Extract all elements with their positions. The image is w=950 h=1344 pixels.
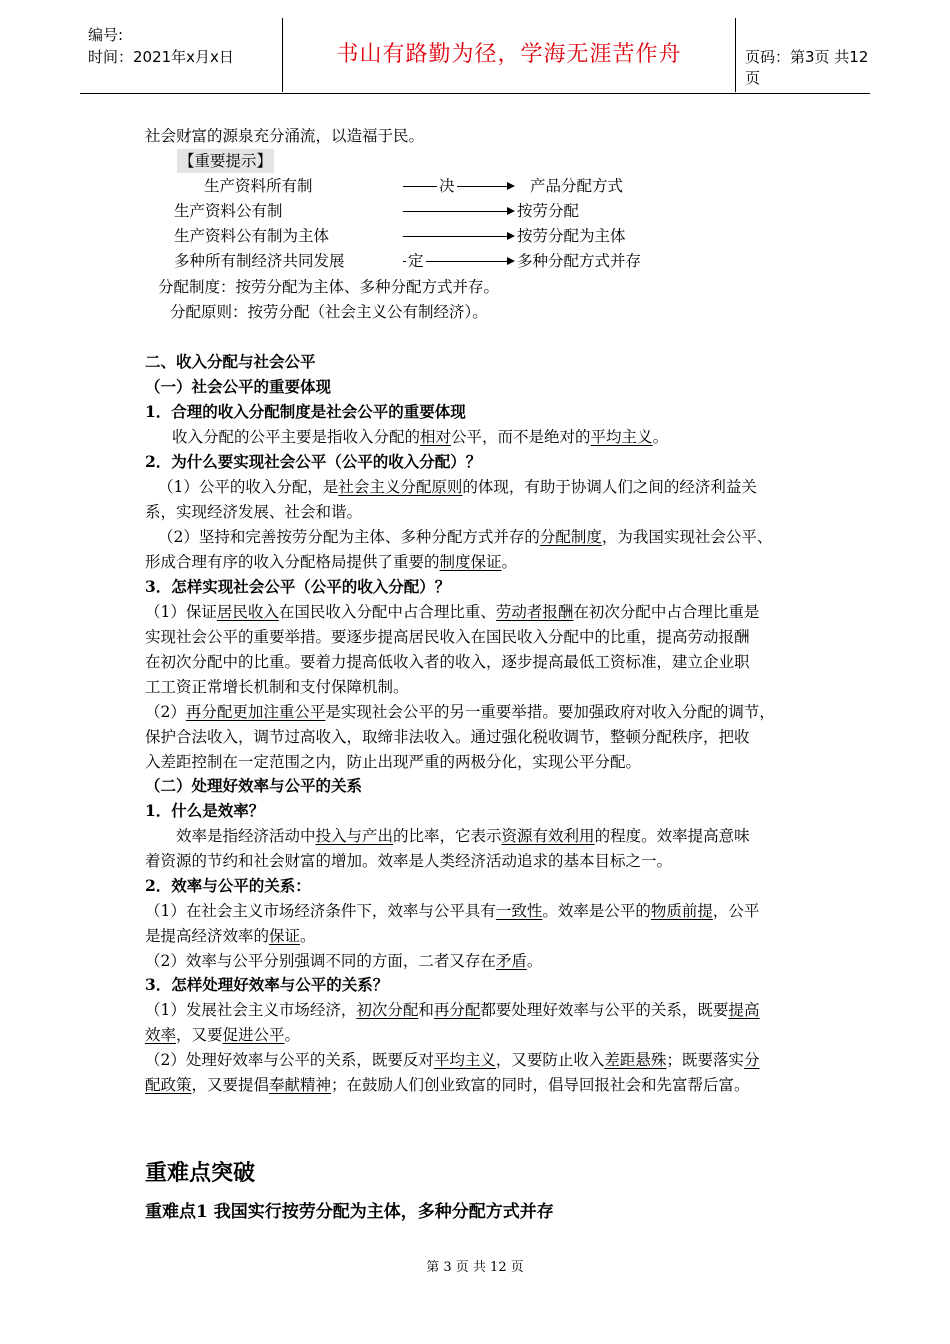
text-run: （1）发展社会主义市场经济， (145, 1001, 357, 1019)
underlined-keyword: 再分配更加注重公平 (185, 703, 326, 721)
paragraph-line (176, 824, 750, 848)
underlined-keyword: 平均主义 (433, 1051, 496, 1069)
text-run: 的体现，有助于协调人们之间的经济利益关 (462, 478, 757, 496)
paragraph-line (158, 475, 757, 499)
text-run: 收入分配的公平主要是指收入分配的 (172, 428, 421, 446)
subsection-title: （一）社会公平的重要体现 (145, 377, 332, 396)
text-run: （2）坚持和完善按劳分配为主体、多种分配方式并存的 (158, 528, 540, 546)
tip-row-left: 多种所有制经济共同发展 (174, 252, 345, 270)
header-time: 时间：2021年x月x日 (88, 48, 234, 66)
underlined-keyword: 平均主义 (590, 428, 653, 446)
underlined-keyword: 分配制度 (539, 528, 602, 546)
text-run: ；既要落实 (666, 1051, 744, 1069)
tip-row-mid: 定 (406, 249, 426, 273)
tip-row-left: 生产资料所有制 (204, 177, 313, 195)
text-run: ，又要 (176, 1026, 223, 1044)
text-run: 。 (300, 927, 316, 945)
header-page-info: 页码：第3页 共12页 (745, 48, 869, 87)
text-run: （1）公平的收入分配，是 (158, 478, 339, 496)
paragraph-line (145, 700, 775, 724)
paragraph-line (145, 949, 542, 973)
underlined-keyword: 初次分配 (356, 1001, 419, 1019)
tip-row-right: 产品分配方式 (530, 177, 624, 195)
text-run: 在初次分配中占合理比重是 (573, 603, 760, 621)
paragraph-line (145, 924, 316, 948)
paragraph-line (145, 998, 759, 1022)
underlined-keyword: 制度保证 (439, 553, 502, 571)
underlined-keyword: 保证 (269, 927, 301, 945)
question-heading: 3．怎样实现社会公平（公平的收入分配）？ (145, 577, 451, 596)
text-run: （2）效率与公平分别强调不同的方面，二者又存在 (145, 952, 496, 970)
paragraph-line: 在初次分配中的比重。要着力提高低收入者的收入，逐步提高最低工资标准，建立企业职 (145, 653, 750, 671)
paragraph-line: 着资源的节约和社会财富的增加。效率是人类经济活动追求的基本目标之一。 (145, 852, 673, 870)
arrow-icon (403, 211, 513, 212)
question-heading: 1．合理的收入分配制度是社会公平的重要体现 (145, 402, 466, 421)
question-heading: 1．什么是效率？ (145, 801, 265, 820)
underlined-keyword: 投入与产出 (315, 827, 394, 845)
tip-row-left: 生产资料公有制 (174, 202, 283, 220)
text-run: 的程度。效率提高意味 (594, 827, 750, 845)
text-run: ，公平 (712, 902, 760, 920)
paragraph-line (145, 1048, 759, 1072)
text-run: ；在鼓励人们创业致富的同时，倡导回报社会和先富帮后富。 (331, 1076, 750, 1094)
text-run: ，又要防止收入 (495, 1051, 605, 1069)
header-number-label: 编号: (88, 26, 124, 44)
underlined-keyword: 相对 (420, 428, 452, 446)
text-run: 的比率，它表示 (393, 827, 502, 845)
tip-row-mid: 决 (437, 174, 457, 198)
underlined-keyword: 提高 (728, 1001, 760, 1019)
text-run: 都要处理好效率与公平的关系，既要 (480, 1001, 729, 1019)
paragraph-line (145, 1073, 750, 1097)
underlined-keyword: 一致性 (495, 902, 543, 920)
tip-row-right: 多种分配方式并存 (517, 252, 642, 270)
tip-row-left: 生产资料公有制为主体 (174, 227, 330, 245)
text-run: 公平，而不是绝对的 (451, 428, 591, 446)
question-heading: 2．效率与公平的关系： (145, 876, 311, 895)
tip-system: 分配制度：按劳分配为主体、多种分配方式并存。 (158, 278, 500, 296)
text-run: 。 (652, 428, 669, 446)
intro-line: 社会财富的源泉充分涌流，以造福于民。 (145, 127, 425, 145)
header-motto: 书山有路勤为径，学海无涯苦作舟 (282, 18, 736, 92)
question-heading: 2．为什么要实现社会公平（公平的收入分配）？ (145, 452, 482, 471)
underlined-keyword: 促进公平 (222, 1026, 285, 1044)
paragraph-line: 入差距控制在一定范围之内，防止出现严重的两极分化，实现公平分配。 (145, 753, 642, 771)
text-run: （1）保证 (145, 603, 217, 621)
section-title: 二、收入分配与社会公平 (145, 352, 316, 371)
tip-title: 【重要提示】 (177, 149, 274, 173)
text-run: （2） (145, 703, 186, 721)
text-run: 和 (418, 1001, 434, 1019)
text-run: 效率是指经济活动中 (176, 827, 316, 845)
paragraph-line: 系，实现经济发展、社会和谐。 (145, 503, 363, 521)
paragraph-line (145, 1023, 300, 1047)
underlined-keyword: 社会主义分配原则 (338, 478, 463, 496)
tip-row-right: 按劳分配 (517, 202, 580, 220)
tip-principle: 分配原则：按劳分配（社会主义公有制经济）。 (170, 303, 488, 321)
page-footer: 第 3 页 共 12 页 (426, 1260, 524, 1275)
paragraph-line: 实现社会公平的重要举措。要逐步提高居民收入在国民收入分配中的比重，提高劳动报酬 (145, 628, 750, 646)
underlined-keyword: 配政策 (145, 1076, 192, 1094)
subsection-title: （二）处理好效率与公平的关系 (145, 776, 363, 795)
arrow-icon (403, 186, 513, 187)
text-run: 在国民收入分配中占合理比重、 (278, 603, 496, 621)
underlined-keyword: 分 (743, 1051, 760, 1069)
text-run: 。 (526, 952, 543, 970)
text-run: ，又要提倡 (191, 1076, 270, 1094)
arrow-icon (403, 236, 513, 237)
paragraph-line: 工工资正常增长机制和支付保障机制。 (145, 678, 409, 696)
text-run: 形成合理有序的收入分配格局提供了重要的 (145, 553, 440, 571)
text-run: 。 (501, 553, 518, 571)
underlined-keyword: 劳动者报酬 (495, 603, 574, 621)
key-points-title: 重难点突破 (145, 1160, 256, 1186)
paragraph-line (158, 525, 772, 549)
paragraph-line (145, 550, 517, 574)
underlined-keyword: 再分配 (433, 1001, 481, 1019)
underlined-keyword: 物质前提 (650, 902, 713, 920)
text-run: 。 (284, 1026, 301, 1044)
underlined-keyword: 奉献精神 (269, 1076, 332, 1094)
text-run: 。效率是公平的 (542, 902, 651, 920)
underlined-keyword: 资源有效利用 (501, 827, 595, 845)
paragraph-line: 保护合法收入，调节过高收入，取缔非法收入。通过强化税收调节，整顿分配秩序，把收 (145, 728, 750, 746)
text-run: （2）处理好效率与公平的关系，既要反对 (145, 1051, 434, 1069)
text-run: ，为我国实现社会公平、 (601, 528, 773, 546)
text-run: 是实现社会公平的另一重要举措。要加强政府对收入分配的调节， (325, 703, 775, 721)
paragraph-line (145, 600, 759, 624)
underlined-keyword: 差距悬殊 (604, 1051, 667, 1069)
underlined-keyword: 矛盾 (495, 952, 527, 970)
tip-row-right: 按劳分配为主体 (517, 227, 626, 245)
text-run: 是提高经济效率的 (145, 927, 270, 945)
underlined-keyword: 居民收入 (216, 603, 279, 621)
underlined-keyword: 效率 (145, 1026, 177, 1044)
question-heading: 3．怎样处理好效率与公平的关系？ (145, 975, 389, 994)
paragraph-line (172, 425, 668, 449)
paragraph-line (145, 899, 759, 923)
text-run: （1）在社会主义市场经济条件下，效率与公平具有 (145, 902, 496, 920)
key-point-heading: 重难点1 我国实行按劳分配为主体，多种分配方式并存 (145, 1202, 554, 1222)
